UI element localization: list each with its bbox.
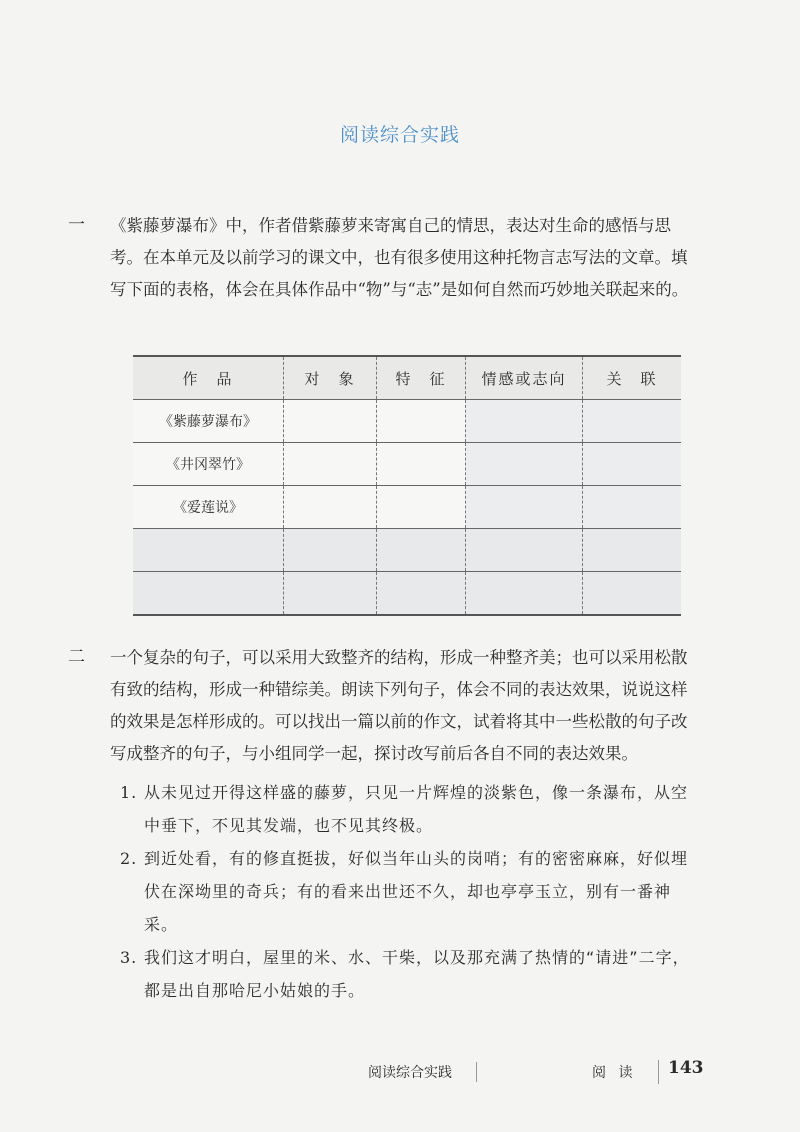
work-title: 《紫藤萝瀑布》 <box>133 400 284 443</box>
item-number: 2. <box>120 849 138 868</box>
answer-cell[interactable] <box>284 572 377 616</box>
table-row <box>133 529 681 572</box>
header-feature: 特 征 <box>377 356 466 400</box>
item-number: 1. <box>120 783 138 802</box>
work-title: 《井冈翠竹》 <box>133 443 284 486</box>
answer-cell[interactable] <box>466 486 583 529</box>
sentence-list <box>120 776 700 1007</box>
answer-cell[interactable] <box>133 572 284 616</box>
answer-cell[interactable] <box>583 486 682 529</box>
footer-divider <box>476 1062 477 1082</box>
answer-cell[interactable] <box>583 443 682 486</box>
list-item <box>120 842 700 941</box>
exercise-text: 《紫藤萝瀑布》中，作者借紫藤萝来寄寓自己的情思，表达对生命的感悟与思考。在本单元及以前学习的课文中，也有很多使用这种托物言志写法的文章。填写下面的表格，体会在具体作品中“物”与“志”是如何自然而巧妙地关联起来的。 <box>110 216 689 299</box>
answer-cell[interactable] <box>583 400 682 443</box>
answer-cell[interactable] <box>377 400 466 443</box>
exercise-two <box>68 642 708 1007</box>
answer-cell[interactable] <box>284 400 377 443</box>
answer-cell[interactable] <box>466 400 583 443</box>
table-header-row <box>133 356 681 400</box>
item-text: 我们这才明白，屋里的米、水、干柴，以及那充满了热情的“请进”二字，都是出自那哈尼小姑娘的手。 <box>144 948 690 1000</box>
answer-cell[interactable] <box>466 443 583 486</box>
exercise-number: 二 <box>68 647 85 667</box>
list-item <box>120 941 700 1007</box>
footer-divider <box>658 1060 659 1084</box>
answer-cell[interactable] <box>466 529 583 572</box>
exercise-number: 一 <box>68 215 85 235</box>
answer-cell[interactable] <box>466 572 583 616</box>
answer-cell[interactable] <box>377 443 466 486</box>
answer-cell[interactable] <box>133 529 284 572</box>
table-row <box>133 400 681 443</box>
table-row <box>133 443 681 486</box>
exercise-text <box>110 642 700 1007</box>
table-row <box>133 486 681 529</box>
header-work: 作 品 <box>133 356 284 400</box>
answer-cell[interactable] <box>583 529 682 572</box>
page-title: 阅读综合实践 <box>339 124 460 146</box>
header-object: 对 象 <box>284 356 377 400</box>
footer-unit-label: 阅 读 <box>592 1065 637 1081</box>
answer-cell[interactable] <box>284 486 377 529</box>
item-text: 到近处看，有的修直挺拔，好似当年山头的岗哨；有的密密麻麻，好似埋伏在深坳里的奇兵；有的看来出世还不久，却也亭亭玉立，别有一番神采。 <box>144 849 689 934</box>
footer-section-label: 阅读综合实践 <box>368 1065 452 1081</box>
answer-cell[interactable] <box>284 529 377 572</box>
header-connection: 关 联 <box>583 356 682 400</box>
list-item <box>120 776 700 842</box>
work-title: 《爱莲说》 <box>133 486 284 529</box>
answer-cell[interactable] <box>583 572 682 616</box>
page-number: 143 <box>668 1058 704 1078</box>
answer-cell[interactable] <box>377 572 466 616</box>
answer-cell[interactable] <box>377 529 466 572</box>
table-row <box>133 572 681 616</box>
answer-cell[interactable] <box>284 443 377 486</box>
answer-cell[interactable] <box>377 486 466 529</box>
header-emotion: 情感或志向 <box>466 356 583 400</box>
practice-table <box>133 355 681 616</box>
item-number: 3. <box>120 948 138 967</box>
item-text: 从未见过开得这样盛的藤萝，只见一片辉煌的淡紫色，像一条瀑布，从空中垂下，不见其发端，也不见其终极。 <box>144 783 689 835</box>
exercise-one <box>68 210 708 306</box>
page-footer <box>0 1058 800 1088</box>
exercise-instructions: 一个复杂的句子，可以采用大致整齐的结构，形成一种整齐美；也可以采用松散有致的结构，形成一种错综美。朗读下列句子，体会不同的表达效果，说说这样的效果是怎样形成的。可以找出一篇以前的作文，试着将其中一些松散的句子改写成整齐的句子，与小组同学一起，探讨改写前后各自不同的表达效果。 <box>110 648 688 763</box>
